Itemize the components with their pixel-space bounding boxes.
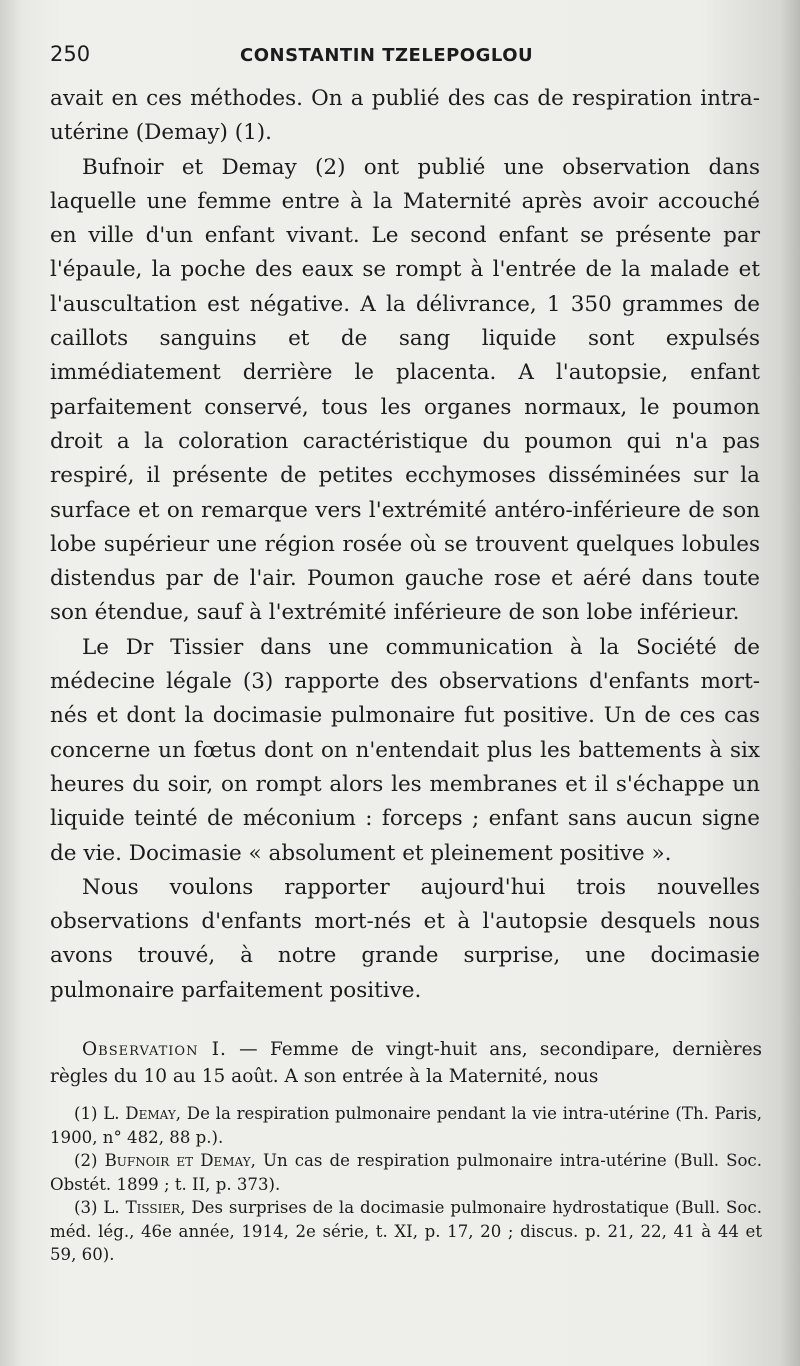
- observation-heading: Observation I.: [82, 1039, 227, 1061]
- footnote-author: L. Tissier: [103, 1198, 181, 1218]
- footnote-author: L. Demay: [103, 1104, 176, 1124]
- observation-text: — Femme de vingt-huit ans, secondipare, dernières règles du 10 au 15 août. A son entrée à la Maternité, nous: [50, 1039, 763, 1088]
- paragraph-continuation: avait en ces méthodes. On a publié des cas de respiration intra-utérine (Demay) (1).: [50, 86, 760, 146]
- observation-section: [50, 1036, 762, 1090]
- footnote-marker: (1): [74, 1104, 98, 1124]
- paragraph-tissier: Le Dr Tissier dans une communication à la Société de médecine légale (3) rapporte des observations d'enfants mort-nés et dont la docimasie pulmonaire fut positive. Un de ces cas concerne un fœtus dont on n'entendait plus les battements à six heures du soir, on rompt alors les membranes et il s'échappe un liquide teinté de méconium : forceps ; enfant sans aucun signe de vie. Docimasie « absolument et pleinement positive ».: [50, 634, 760, 866]
- running-title: CONSTANTIN TZELEPOGLOU: [240, 45, 534, 66]
- page-number: 250: [50, 42, 91, 66]
- footnote-author: Bufnoir et Demay: [104, 1151, 251, 1171]
- footnote-text: , De la respiration pulmonaire pendant la vie intra-utérine (Th. Paris, 1900, n° 482, 88 p.).: [50, 1104, 762, 1147]
- observation-paragraph: [50, 1036, 762, 1090]
- body-text: [50, 82, 760, 1008]
- paragraph-bufnoir-demay: Bufnoir et Demay (2) ont publié une observation dans laquelle une femme entre à la Maternité après avoir accouché en ville d'un enfant vivant. Le second enfant se présente par l'épaule, la poche des eaux se rompt à l'entrée de la malade et l'auscultation est négative. A la délivrance, 1 350 grammes de caillots sanguins et de sang liquide sont expulsés immédiatement derrière le placenta. A l'autopsie, enfant parfaitement conservé, tous les organes normaux, le poumon droit a la coloration caractéristique du poumon qui n'a pas respiré, il présente de petites ecchymoses disséminées sur la surface et on remarque vers l'extrémité antéro-inférieure de son lobe supérieur une région rosée où se trouvent quelques lobules distendus par de l'air. Poumon gauche rose et aéré dans toute son étendue, sauf à l'extrémité inférieure de son lobe inférieur.: [50, 154, 760, 626]
- page-header: [50, 42, 760, 82]
- footnote: [50, 1102, 762, 1149]
- footnote-marker: (2): [74, 1151, 98, 1171]
- footnote: [50, 1149, 762, 1196]
- footnote-marker: (3): [74, 1198, 98, 1218]
- footnote: [50, 1196, 762, 1267]
- footnote-text: , Des surprises de la docimasie pulmonaire hydrostatique (Bull. Soc. méd. lég., 46e année, 1914, 2e série, t. XI, p. 17, 20 ; discus. p. 21, 22, 41 à 44 et 59, 60).: [50, 1198, 762, 1265]
- paragraph-new-observations: Nous voulons rapporter aujourd'hui trois nouvelles observations d'enfants mort-nés et à l'autopsie desquels nous avons trouvé, à notre grande surprise, une docimasie pulmonaire parfaitement positive.: [50, 874, 760, 1003]
- footnotes: [50, 1102, 762, 1267]
- footnote-text: , Un cas de respiration pulmonaire intra-utérine (Bull. Soc. Obstét. 1899 ; t. II, p. 373).: [50, 1151, 763, 1194]
